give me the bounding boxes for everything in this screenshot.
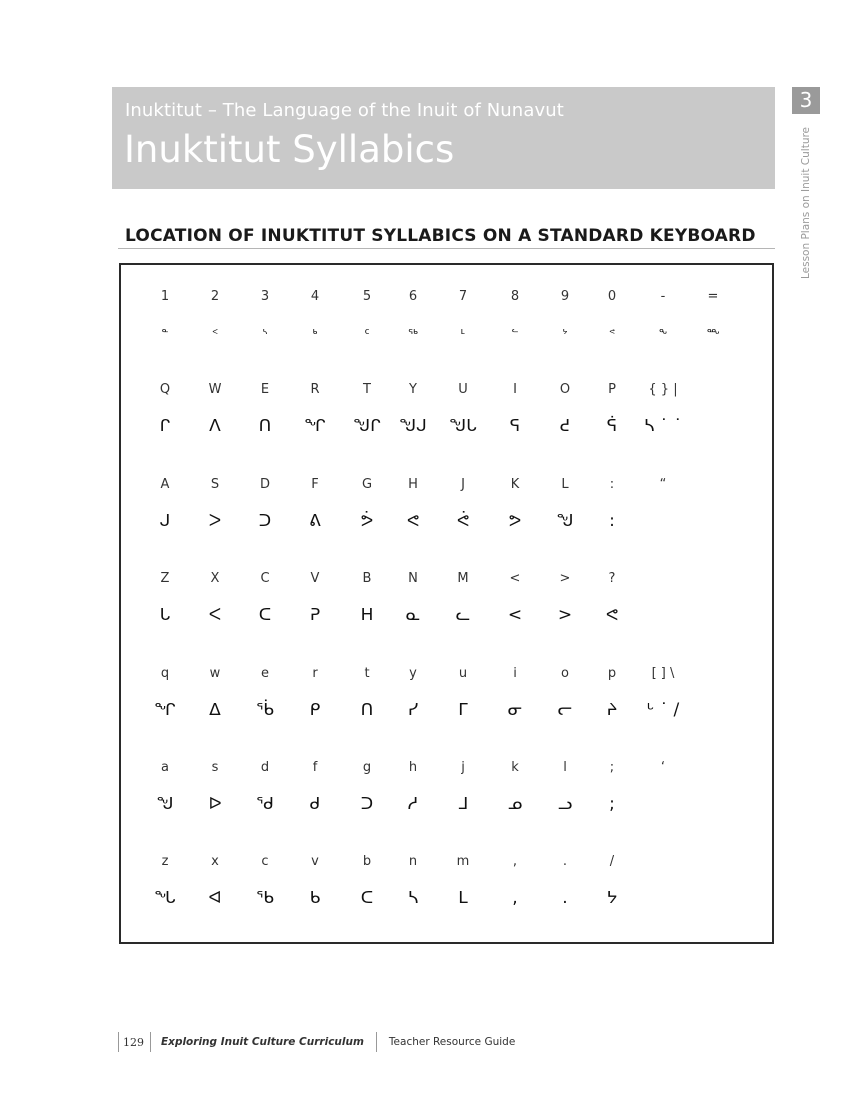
key-label: ,	[512, 854, 518, 869]
key-label: A	[160, 477, 170, 492]
key-label: o	[561, 666, 569, 681]
syllabic-character: ᕙ	[605, 605, 619, 625]
page-title: Inuktitut Syllabics	[124, 128, 455, 171]
key-label: [ ] \	[651, 666, 675, 681]
syllabic-character: ᓚ	[455, 605, 471, 625]
syllabic-character: ᓯ	[407, 700, 419, 720]
key-label: W	[208, 382, 222, 397]
side-tab-label: Lesson Plans on Inuit Culture	[800, 126, 812, 280]
syllabic-character: ᖑᒍ	[399, 416, 427, 436]
syllabic-character: ᔨ	[606, 700, 618, 720]
key-label: L	[561, 477, 569, 492]
key-label: h	[408, 760, 418, 775]
key-label: B	[362, 571, 372, 586]
key-label: { } |	[648, 382, 678, 397]
syllabic-character: ᓂ	[507, 700, 523, 720]
key-label: K	[510, 477, 520, 492]
page-subtitle: Inuktitut – The Language of the Inuit of Nunavut	[125, 100, 564, 121]
key-label: t	[364, 666, 370, 681]
syllabic-character: ᐸ	[208, 605, 222, 625]
syllabic-character: ᕕ	[309, 511, 321, 531]
syllabic-character: >	[557, 605, 573, 625]
syllabic-character: ᕍ	[559, 416, 571, 436]
key-label: p	[607, 666, 617, 681]
syllabic-character: ᖑ	[156, 794, 174, 814]
key-label: m	[456, 854, 470, 869]
key-label: =	[707, 289, 719, 304]
syllabic-character: ᓴ	[407, 888, 419, 908]
keyboard-table	[119, 263, 774, 944]
syllabic-character: ᑎ	[360, 700, 374, 720]
key-label: Q	[159, 382, 171, 397]
key-label: E	[260, 382, 270, 397]
key-label: J	[461, 477, 465, 492]
key-label: 9	[560, 289, 570, 304]
key-label: g	[362, 760, 372, 775]
title-banner	[112, 87, 775, 189]
key-label: G	[361, 477, 373, 492]
syllabic-character: ;	[609, 794, 615, 814]
key-label: H	[408, 477, 418, 492]
syllabic-character: ᐳ	[208, 511, 222, 531]
syllabic-character: .	[562, 888, 568, 908]
key-label: u	[458, 666, 468, 681]
syllabic-character: ᑭ	[309, 700, 321, 720]
key-label: :	[609, 477, 615, 492]
syllabic-character: ᖑ	[556, 511, 574, 531]
syllabic-character: ᑕ	[258, 605, 272, 625]
syllabic-character: :	[609, 511, 615, 531]
syllabic-character: ᓪ	[511, 327, 519, 341]
syllabic-character: ᖕ	[658, 327, 668, 341]
key-label: q	[160, 666, 170, 681]
key-label: V	[310, 571, 320, 586]
curriculum-title: Exploring Inuit Culture Curriculum	[161, 1036, 364, 1048]
syllabic-character: ᕘ	[360, 511, 374, 531]
key-label: c	[261, 854, 269, 869]
syllabic-character: ᔾ	[562, 327, 568, 341]
syllabic-character: ᑐ	[360, 794, 374, 814]
syllabic-character: ᑯ	[309, 794, 321, 814]
syllabic-character: ᓇ	[405, 605, 421, 625]
syllabic-character: ᖁ	[256, 794, 274, 814]
syllabic-character: ᖏ	[304, 416, 326, 436]
key-label: N	[408, 571, 418, 586]
key-label: -	[660, 289, 666, 304]
key-label: /	[609, 854, 615, 869]
key-label: e	[261, 666, 269, 681]
key-label: I	[513, 382, 517, 397]
key-label: <	[509, 571, 521, 586]
key-label: f	[312, 760, 318, 775]
key-label: a	[161, 760, 169, 775]
key-label: 6	[408, 289, 418, 304]
key-label: X	[210, 571, 220, 586]
syllabic-character: ᑐ	[258, 511, 272, 531]
syllabic-character: ᒍ	[159, 511, 171, 531]
syllabic-character: ᕚ	[456, 511, 470, 531]
key-label: i	[513, 666, 517, 681]
section-heading: LOCATION OF INUKTITUT SYLLABICS ON A STANDARD KEYBOARD	[125, 226, 756, 246]
syllabic-character: ᑉ	[211, 327, 219, 341]
syllabic-character: ᕗ	[508, 511, 522, 531]
syllabic-character: ᓱ	[407, 794, 419, 814]
syllabic-character: ᑕ	[360, 888, 374, 908]
syllabic-character: ᖅ	[408, 327, 418, 341]
key-label: n	[408, 854, 418, 869]
syllabic-character: ᕈ	[309, 605, 321, 625]
key-label: Y	[409, 382, 417, 397]
syllabic-character: ᒐ	[159, 605, 171, 625]
key-label: R	[310, 382, 320, 397]
syllabic-character: ᖖ	[706, 327, 720, 341]
key-label: 7	[458, 289, 468, 304]
syllabic-character: ᐊ	[208, 888, 222, 908]
key-label: 8	[510, 289, 520, 304]
key-label: w	[209, 666, 221, 681]
syllabic-character: ᖃ	[256, 888, 274, 908]
key-label: M	[457, 571, 469, 586]
key-label: 3	[260, 289, 270, 304]
syllabic-character: ᑦ	[364, 327, 370, 341]
key-label: “	[659, 477, 667, 492]
key-label: z	[161, 854, 169, 869]
syllabic-character: ᒋ	[159, 416, 171, 436]
syllabic-character: ᐱ	[209, 416, 221, 436]
key-label: ?	[608, 571, 616, 586]
syllabic-character: ᐅ	[208, 794, 222, 814]
key-label: 2	[210, 289, 220, 304]
syllabic-character: ᐃ	[209, 700, 221, 720]
key-label: O	[559, 382, 571, 397]
syllabic-character: ᒻ	[460, 327, 466, 341]
syllabic-character: ᕌ	[606, 416, 618, 436]
key-label: S	[210, 477, 220, 492]
key-label: x	[211, 854, 219, 869]
syllabic-character: ᓄ	[507, 794, 523, 814]
key-label: D	[259, 477, 271, 492]
syllabic-character: ,	[512, 888, 518, 908]
syllabic-character: ᒧ	[457, 794, 469, 814]
syllabic-character: ᑎ	[258, 416, 272, 436]
syllabic-character: ᕝ	[608, 327, 616, 341]
syllabic-character: ᕼ	[360, 605, 374, 625]
syllabic-character: ᑲ	[309, 888, 321, 908]
syllabic-character: ᒡ ˙ /	[646, 700, 680, 720]
key-label: l	[563, 760, 567, 775]
key-label: v	[311, 854, 319, 869]
key-label: ;	[609, 760, 615, 775]
syllabic-character: ᕙ	[406, 511, 420, 531]
section-divider	[118, 248, 775, 249]
key-label: U	[458, 382, 468, 397]
page-number: 129	[123, 1035, 144, 1049]
syllabic-character: ᓗ	[557, 794, 573, 814]
chapter-number-badge: 3	[792, 87, 820, 114]
key-label: F	[311, 477, 319, 492]
syllabic-character: ᕋ	[509, 416, 521, 436]
syllabic-character: ᖄ	[256, 700, 274, 720]
syllabic-character: <	[507, 605, 523, 625]
key-label: Z	[160, 571, 170, 586]
key-label: 5	[362, 289, 372, 304]
syllabic-character: ᔅ	[262, 327, 268, 341]
syllabic-character: ᒪ	[458, 888, 468, 908]
key-label: j	[461, 760, 465, 775]
key-label: .	[562, 854, 568, 869]
key-label: r	[312, 666, 318, 681]
syllabic-character: ᒥ	[458, 700, 468, 720]
key-label: ‘	[660, 760, 666, 775]
syllabic-character: ᖑᒐ	[449, 416, 477, 436]
key-label: k	[511, 760, 519, 775]
key-label: b	[362, 854, 372, 869]
page-footer	[118, 1031, 515, 1053]
syllabic-character: ᓕ	[557, 700, 573, 720]
key-label: >	[559, 571, 571, 586]
key-label: T	[363, 382, 371, 397]
syllabic-character: ᓐ	[161, 327, 169, 341]
syllabic-character: ᒃ	[312, 327, 318, 341]
key-label: 0	[607, 289, 617, 304]
key-label: 4	[310, 289, 320, 304]
syllabic-character: ᖏ	[154, 700, 176, 720]
syllabic-character: ᖓ	[154, 888, 176, 908]
key-label: d	[260, 760, 270, 775]
guide-title: Teacher Resource Guide	[388, 1036, 516, 1048]
key-label: y	[409, 666, 417, 681]
key-label: 1	[160, 289, 170, 304]
syllabic-character: ᖑᒋ	[353, 416, 381, 436]
syllabic-character: ᓴ ˙ ˙	[643, 416, 683, 436]
key-label: s	[211, 760, 219, 775]
key-label: C	[260, 571, 270, 586]
key-label: P	[608, 382, 616, 397]
syllabic-character: ᔭ	[606, 888, 618, 908]
